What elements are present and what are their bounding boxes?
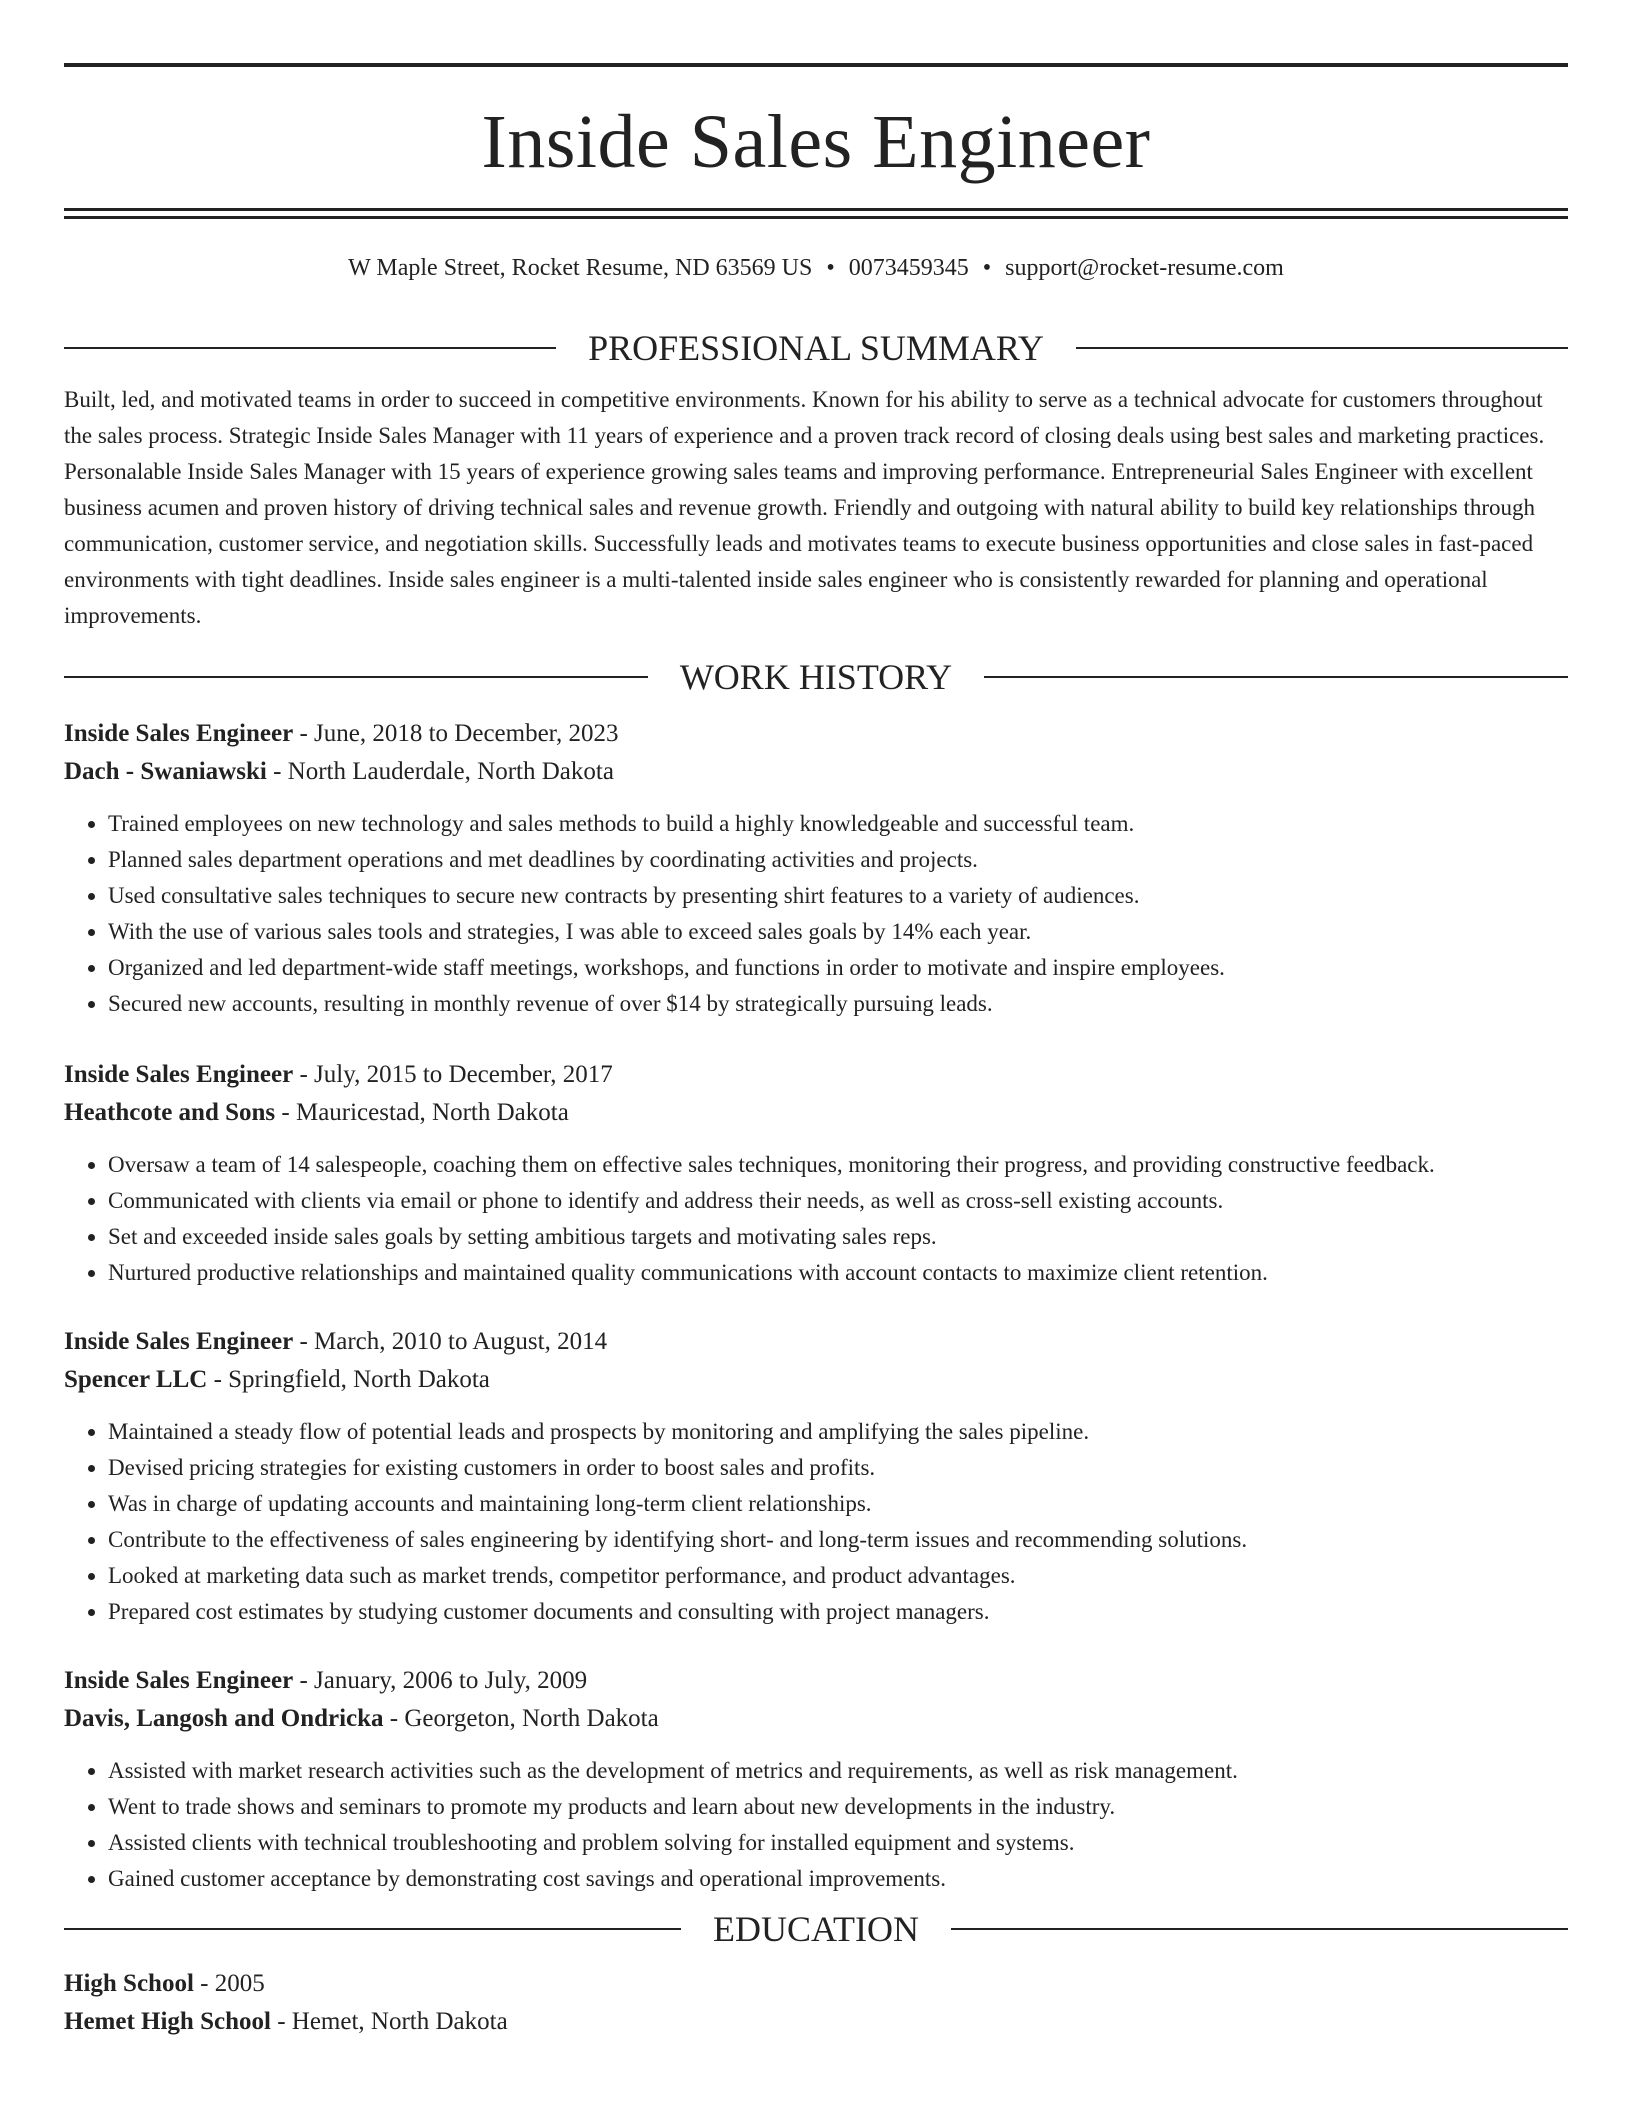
job-bullet: • Prepared cost estimates by studying customer documents and consulting with project managers. xyxy=(108,1594,1568,1630)
job-bullet: • Secured new accounts, resulting in monthly revenue of over $14 by strategically pursuing leads. xyxy=(108,986,1568,1022)
job-title-line xyxy=(64,1662,1568,1700)
job-bullet: • Set and exceeded inside sales goals by setting ambitious targets and motivating sales reps. xyxy=(108,1219,1568,1255)
job-entry xyxy=(64,1056,1568,1291)
double-rule xyxy=(64,208,1568,219)
job-bullet: • Trained employees on new technology and sales methods to build a highly knowledgeable and successful team. xyxy=(108,806,1568,842)
job-dates: - January, 2006 to July, 2009 xyxy=(293,1667,588,1694)
job-title-line xyxy=(64,1323,1568,1361)
job-dates: - July, 2015 to December, 2017 xyxy=(293,1061,613,1088)
contact-separator: • xyxy=(982,255,992,281)
work-history-heading-row xyxy=(64,655,1568,699)
job-bullet: • Gained customer acceptance by demonstrating cost savings and operational improvements. xyxy=(108,1861,1568,1897)
heading-rule-left xyxy=(64,1928,681,1930)
job-bullet: • Looked at marketing data such as market trends, competitor performance, and product advantages. xyxy=(108,1558,1568,1594)
job-bullet: • Oversaw a team of 14 salespeople, coaching them on effective sales techniques, monitoring their progress, and providing constructive feedback. xyxy=(108,1147,1568,1183)
contact-line xyxy=(64,253,1568,283)
heading-rule-left xyxy=(64,676,648,678)
summary-heading-row xyxy=(64,326,1568,370)
job-bullets xyxy=(64,1147,1568,1291)
job-bullet: • Planned sales department operations and met deadlines by coordinating activities and projects. xyxy=(108,842,1568,878)
education-degree-line xyxy=(64,1965,1568,2003)
job-bullet: • Contribute to the effectiveness of sales engineering by identifying short- and long-term issues and recommending solutions. xyxy=(108,1522,1568,1558)
contact-phone: 0073459345 xyxy=(848,255,969,281)
job-bullet: • Used consultative sales techniques to secure new contracts by presenting shirt features to a variety of audiences. xyxy=(108,878,1568,914)
heading-rule-right xyxy=(951,1928,1568,1930)
resume-page xyxy=(64,0,1568,2041)
job-company: Spencer LLC xyxy=(64,1366,208,1393)
job-company: Heathcote and Sons xyxy=(64,1099,276,1126)
education-entry xyxy=(64,1965,1568,2041)
job-bullet: • Communicated with clients via email or phone to identify and address their needs, as well as cross-sell existing accounts. xyxy=(108,1183,1568,1219)
job-location: - Springfield, North Dakota xyxy=(207,1366,490,1393)
job-location: - North Lauderdale, North Dakota xyxy=(266,758,614,785)
job-bullet: • With the use of various sales tools and strategies, I was able to exceed sales goals by 14% each year. xyxy=(108,914,1568,950)
job-title: Inside Sales Engineer xyxy=(64,1667,294,1694)
job-bullet: • Was in charge of updating accounts and maintaining long-term client relationships. xyxy=(108,1486,1568,1522)
education-location: - Hemet, North Dakota xyxy=(270,2008,508,2035)
job-entry xyxy=(64,1323,1568,1630)
candidate-name: Inside Sales Engineer xyxy=(481,100,1151,184)
job-location: - Georgeton, North Dakota xyxy=(383,1705,659,1732)
job-dates: - March, 2010 to August, 2014 xyxy=(293,1328,608,1355)
job-bullet: • Organized and led department-wide staff meetings, workshops, and functions in order to motivate and inspire employees. xyxy=(108,950,1568,986)
job-location: - Mauricestad, North Dakota xyxy=(275,1099,569,1126)
job-title: Inside Sales Engineer xyxy=(64,1328,294,1355)
job-company-line xyxy=(64,1700,1568,1738)
job-bullet: • Maintained a steady flow of potential leads and prospects by monitoring and amplifying the sales pipeline. xyxy=(108,1414,1568,1450)
job-bullet: • Went to trade shows and seminars to promote my products and learn about new developments in the industry. xyxy=(108,1789,1568,1825)
education-degree: High School xyxy=(64,1970,194,1997)
work-history-heading: WORK HISTORY xyxy=(679,657,953,697)
job-title-line xyxy=(64,1056,1568,1094)
job-bullet: • Assisted with market research activities such as the development of metrics and requirements, as well as risk management. xyxy=(108,1753,1568,1789)
top-rule xyxy=(64,63,1568,67)
contact-address: W Maple Street, Rocket Resume, ND 63569 US xyxy=(348,255,813,281)
job-title: Inside Sales Engineer xyxy=(64,720,294,747)
job-title: Inside Sales Engineer xyxy=(64,1061,294,1088)
job-company-line xyxy=(64,1361,1568,1399)
education-heading-row xyxy=(64,1907,1568,1951)
education-school-line xyxy=(64,2003,1568,2041)
heading-rule-right xyxy=(984,676,1568,678)
job-bullet: • Assisted clients with technical troubleshooting and problem solving for installed equipment and systems. xyxy=(108,1825,1568,1861)
contact-email: support@rocket-resume.com xyxy=(1005,255,1284,281)
job-bullets xyxy=(64,1753,1568,1897)
job-bullets xyxy=(64,806,1568,1022)
job-company: Davis, Langosh and Ondricka xyxy=(64,1705,384,1732)
heading-rule-left xyxy=(64,347,556,349)
job-company-line xyxy=(64,1094,1568,1132)
education-school: Hemet High School xyxy=(64,2008,271,2035)
summary-heading: PROFESSIONAL SUMMARY xyxy=(588,328,1044,368)
job-entry xyxy=(64,715,1568,1022)
education-year: - 2005 xyxy=(193,1970,265,1997)
summary-text: Built, led, and motivated teams in order to succeed in competitive environments. Known for his ability to serve as a technical advocate for customers throughout the sales process. Strategic Inside Sales Manager with 11 years of experience and a proven track record of closing deals using best sales and marketing practices. Personalable Inside Sales Manager with 15 years of experience growing sales teams and improving performance. Entrepreneurial Sales Engineer with excellent business acumen and proven history of driving technical sales and revenue growth. Friendly and outgoing with natural ability to build key relationships through communication, customer service, and negotiation skills. Successfully leads and motivates teams to execute business opportunities and close sales in fast-paced environments with tight deadlines. Inside sales engineer is a multi-talented inside sales engineer who is consistently rewarded for planning and operational improvements. xyxy=(64,387,1545,628)
contact-separator: • xyxy=(826,255,835,281)
job-bullet: • Nurtured productive relationships and maintained quality communications with account contacts to maximize client retention. xyxy=(108,1255,1568,1291)
job-company: Dach - Swaniawski xyxy=(64,758,267,785)
job-bullet: • Devised pricing strategies for existing customers in order to boost sales and profits. xyxy=(108,1450,1568,1486)
job-entry xyxy=(64,1662,1568,1897)
job-company-line xyxy=(64,753,1568,791)
job-title-line xyxy=(64,715,1568,753)
job-dates: - June, 2018 to December, 2023 xyxy=(293,720,619,747)
heading-rule-right xyxy=(1076,347,1568,349)
job-bullets xyxy=(64,1414,1568,1630)
education-heading: EDUCATION xyxy=(713,1909,919,1949)
